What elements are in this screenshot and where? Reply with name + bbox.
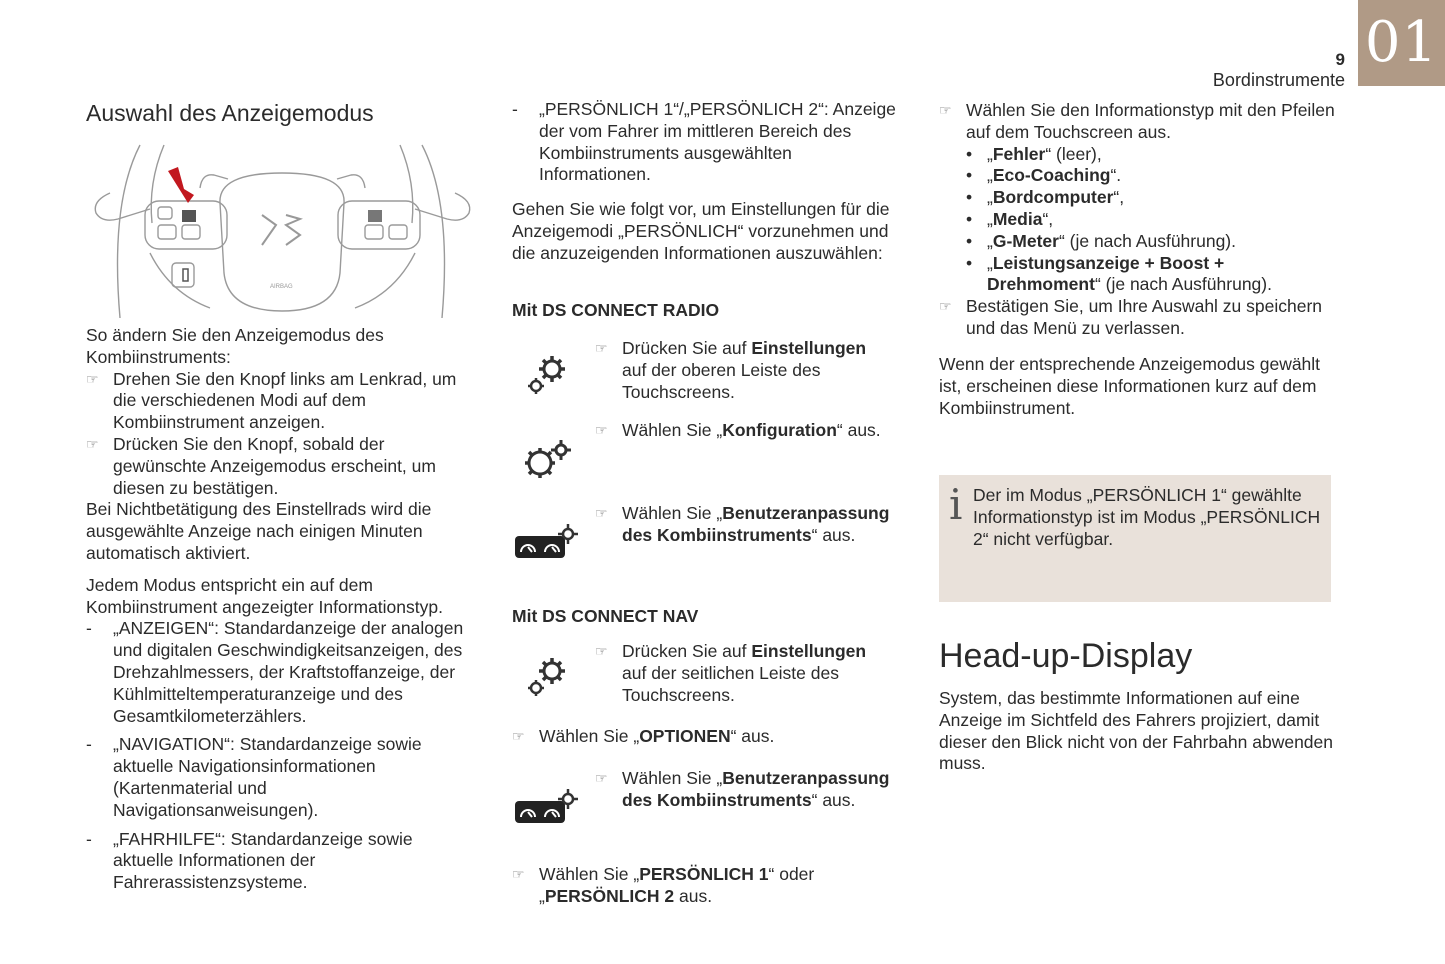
nav-subtitle: Mit DS CONNECT NAV	[512, 606, 699, 626]
intro-text: So ändern Sie den Anzeigemodus des Kombiinstruments:	[86, 325, 384, 367]
modes-intro: Jedem Modus entspricht ein auf dem Kombiinstrument angezeigter Informationstyp.	[86, 574, 443, 617]
step-rotate: ☞ Drehen Sie den Knopf links am Lenkrad, um die verschiedenen Modi auf dem Kombiinstrument anzeigen.	[86, 368, 457, 433]
list-item: • „Media“,	[966, 208, 1054, 229]
chapter-number-tab: 01	[1358, 0, 1445, 86]
hud-text: System, das bestimmte Informationen auf eine Anzeige im Sichtfeld des Fahrers projiziert, damit dieser den Blick nicht von der Fahrbahn abwenden muss.	[939, 688, 1333, 774]
radio-subtitle: Mit DS CONNECT RADIO	[512, 300, 720, 320]
column-3-steps	[939, 100, 1339, 340]
info-note	[939, 475, 1331, 602]
mode-item: - „FAHRHILFE“: Standardanzeige sowie aktuelle Informationen der Fahrerassistenzsysteme.	[86, 828, 413, 893]
list-item: • „G-Meter“ (je nach Ausführung).	[966, 230, 1236, 251]
info-type-list	[939, 144, 1339, 297]
section-title: Auswahl des Anzeigemodus	[86, 100, 374, 126]
list-item: • „Eco-Coaching“.	[966, 165, 1122, 186]
chapter-title: Bordinstrumente	[1212, 70, 1345, 90]
page-number: 9	[1335, 50, 1345, 69]
note-text: Der im Modus „PERSÖNLICH 1“ gewählte Informationstyp ist im Modus „PERSÖNLICH 2“ nicht verfügbar.	[973, 485, 1321, 549]
configuration-gears-icon	[520, 438, 574, 487]
finger-icon: ☞	[595, 770, 608, 786]
mode-item: - „NAVIGATION“: Standardanzeige sowie aktuelle Navigationsinformationen (Kartenmaterial und Navigationsanweisungen).	[86, 734, 422, 820]
mode-item: - „ANZEIGEN“: Standardanzeige der analogen und digitalen Geschwindigkeitsanzeigen, des Drehzahlmessers, der Kraftstoffanzeige, der Kühlmitteltemperaturanzeige und des Gesamtkilometerzählers.	[86, 618, 464, 726]
step-confirm: ☞ Bestätigen Sie, um Ihre Auswahl zu speichern und das Menü zu verlassen.	[939, 296, 1323, 338]
step-select-personal: ☞ Wählen Sie „PERSÖNLICH 1“ oder „PERSÖNLICH 2 aus.	[512, 864, 815, 906]
step-select-info: ☞ Wählen Sie den Informationstyp mit den Pfeilen auf dem Touchscreen aus.	[939, 100, 1335, 142]
nav-step-options: ☞ Wählen Sie „OPTIONEN“ aus.	[512, 726, 775, 746]
info-icon: i	[949, 480, 963, 529]
steering-wheel-drawing	[90, 143, 475, 318]
column-1-text	[86, 325, 476, 894]
finger-icon: ☞	[595, 505, 608, 521]
inactive-text: Bei Nichtbetätigung des Einstellrads wird die ausgewählte Anzeige nach einigen Minuten automatisch aktiviert.	[86, 499, 432, 563]
finger-icon: ☞	[595, 422, 608, 438]
finger-icon: ☞	[86, 435, 99, 452]
settings-gears-icon	[524, 350, 572, 403]
airbag-label: AIRBAG	[270, 284, 293, 290]
radio-step-settings: ☞ Drücken Sie auf Einstellungen auf der oberen Leiste des Touchscreens.	[595, 338, 867, 402]
instrument-cluster-icon	[514, 522, 580, 567]
nav-step-settings: ☞ Drücken Sie auf Einstellungen auf der seitlichen Leiste des Touchscreens.	[595, 641, 867, 705]
steering-wheel-illustration	[90, 143, 475, 318]
hud-title: Head-up-Display	[939, 637, 1193, 675]
finger-icon: ☞	[512, 866, 525, 882]
settings-gears-icon	[524, 652, 572, 705]
procedure-text: Gehen Sie wie folgt vor, um Einstellungen für die Anzeigemodi „PERSÖNLICH“ vorzunehmen und die anzuzeigenden Informationen auszuwählen:	[512, 199, 890, 263]
list-item: • „Leistungsanzeige + Boost + Drehmoment“ (je nach Ausführung).	[966, 252, 1272, 295]
finger-icon: ☞	[939, 102, 952, 118]
when-selected-text: Wenn der entsprechende Anzeigemodus gewählt ist, erscheinen diese Informationen kurz auf dem Kombiinstrument.	[939, 354, 1321, 418]
finger-icon: ☞	[595, 643, 608, 659]
instrument-cluster-icon	[514, 787, 580, 832]
finger-icon: ☞	[86, 370, 99, 387]
list-item: • „Fehler“ (leer),	[966, 143, 1102, 164]
finger-icon: ☞	[512, 728, 525, 744]
nav-step-customize: ☞ Wählen Sie „Benutzeranpassung des Kombiinstruments“ aus.	[595, 768, 890, 810]
radio-step-customize: ☞ Wählen Sie „Benutzeranpassung des Kombiinstruments“ aus.	[595, 503, 890, 545]
finger-icon: ☞	[939, 298, 952, 315]
step-press: ☞ Drücken Sie den Knopf, sobald der gewünschte Anzeigemodus erscheint, um diesen zu bestätigen.	[86, 433, 436, 498]
radio-step-configuration: ☞ Wählen Sie „Konfiguration“ aus.	[595, 420, 881, 440]
finger-icon: ☞	[595, 340, 608, 356]
personal-mode-item: - „PERSÖNLICH 1“/„PERSÖNLICH 2“: Anzeige der vom Fahrer im mittleren Bereich des Kombiinstruments ausgewählten Informationen.	[512, 99, 896, 185]
list-item: • „Bordcomputer“,	[966, 187, 1125, 208]
